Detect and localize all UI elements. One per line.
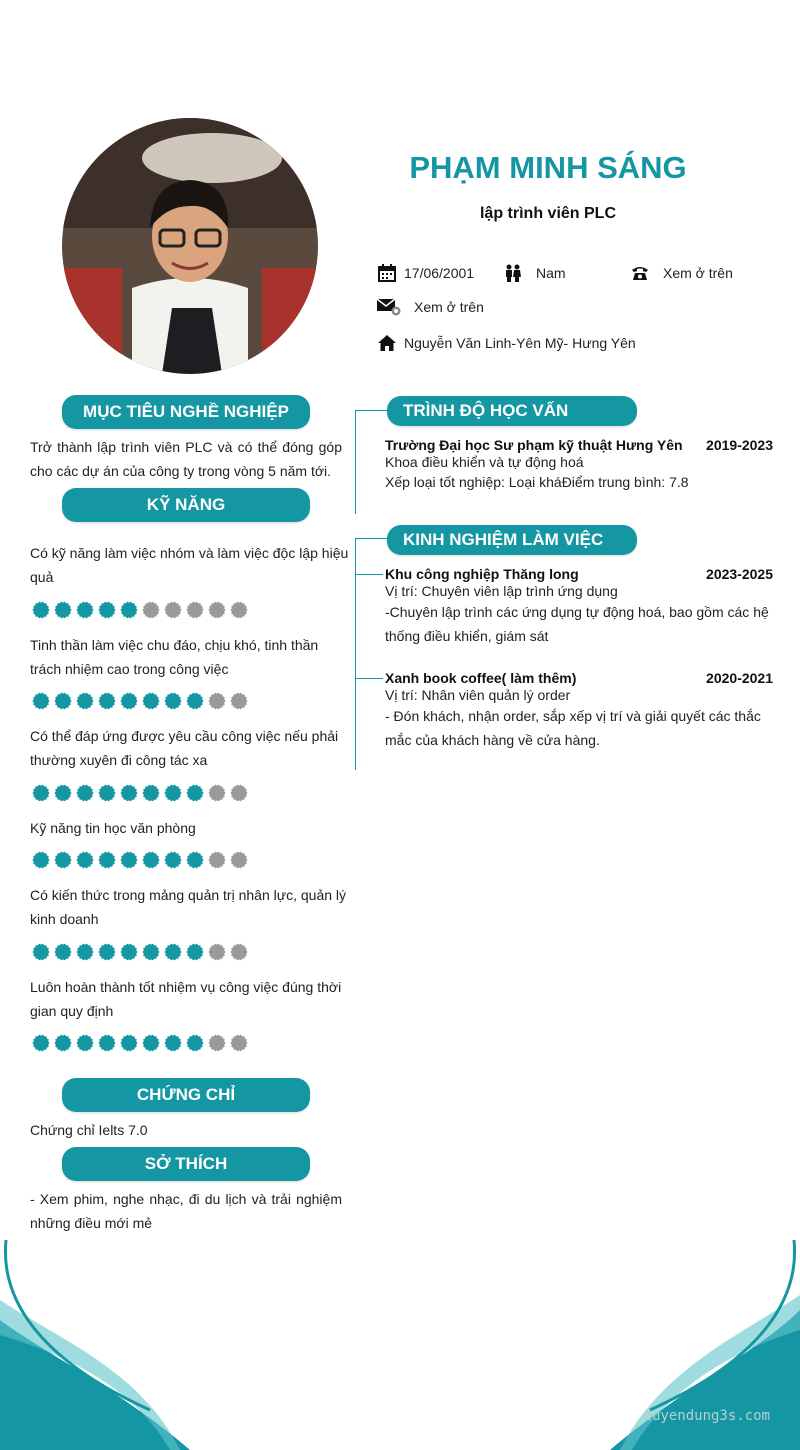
rating-dot-empty (230, 1034, 248, 1052)
rating-dot-filled (142, 943, 160, 961)
rating-dot-empty (208, 601, 226, 619)
rating-dot-filled (142, 784, 160, 802)
rating-dot-filled (32, 851, 50, 869)
rating-dot-filled (76, 692, 94, 710)
hobbies-heading: SỞ THÍCH (62, 1147, 310, 1181)
rating-dot-filled (164, 784, 182, 802)
rating-dot-filled (54, 784, 72, 802)
rating-dot-empty (230, 692, 248, 710)
education-connector (355, 410, 387, 411)
skill-text-6: Luôn hoàn thành tốt nhiệm vụ công việc đúng thời gian quy định (30, 979, 342, 1019)
objective-heading: MỤC TIÊU NGHỀ NGHIỆP (62, 395, 310, 429)
rating-dot-filled (54, 943, 72, 961)
rating-dot-filled (32, 1034, 50, 1052)
rating-dot-filled (54, 692, 72, 710)
skill-rating-2 (32, 692, 248, 710)
rating-dot-filled (120, 943, 138, 961)
rating-dot-empty (142, 601, 160, 619)
objective-text: Trở thành lập trình viên PLC và có thể đóng góp cho các dự án của công ty trong vòng 5 năm tới. (30, 439, 342, 479)
rating-dot-filled (32, 601, 50, 619)
rating-dot-filled (120, 692, 138, 710)
skill-rating-5 (32, 943, 248, 961)
rating-dot-filled (98, 851, 116, 869)
rating-dot-filled (54, 851, 72, 869)
skills-heading: KỸ NĂNG (62, 488, 310, 522)
rating-dot-filled (186, 692, 204, 710)
rating-dot-filled (142, 1034, 160, 1052)
email-text: Xem ở trên (414, 299, 484, 315)
rating-dot-filled (186, 784, 204, 802)
job-2-connector (355, 678, 383, 679)
job-1-period: 2023-2025 (706, 566, 773, 582)
job-1-row (385, 566, 773, 582)
rating-dot-empty (208, 943, 226, 961)
rating-dot-filled (32, 943, 50, 961)
rating-dot-filled (98, 601, 116, 619)
rating-dot-filled (164, 851, 182, 869)
rating-dot-empty (230, 601, 248, 619)
rating-dot-filled (98, 784, 116, 802)
job-2-company: Xanh book coffee( làm thêm) (385, 670, 577, 686)
rating-dot-filled (76, 943, 94, 961)
rating-dot-empty (230, 943, 248, 961)
candidate-name: PHẠM MINH SÁNG (409, 150, 687, 185)
rating-dot-empty (208, 851, 226, 869)
birthdate-text: 17/06/2001 (404, 265, 475, 281)
education-row (385, 437, 773, 453)
phone-icon (629, 263, 651, 283)
rating-dot-filled (54, 601, 72, 619)
school-name: Trường Đại học Sư phạm kỹ thuật Hưng Yên (385, 437, 683, 453)
skill-text-4: Kỹ năng tin học văn phòng (30, 820, 196, 836)
phone-info (629, 263, 733, 283)
email-icon (376, 297, 402, 317)
rating-dot-empty (208, 784, 226, 802)
avatar (62, 118, 318, 374)
phone-text: Xem ở trên (663, 265, 733, 281)
rating-dot-filled (76, 1034, 94, 1052)
email-info (376, 297, 484, 317)
rating-dot-filled (120, 601, 138, 619)
rating-dot-filled (120, 784, 138, 802)
job-1-company: Khu công nghiệp Thăng long (385, 566, 579, 582)
rating-dot-filled (76, 851, 94, 869)
rating-dot-filled (54, 1034, 72, 1052)
birthdate-info (376, 263, 474, 283)
job-1-description: -Chuyên lập trình các ứng dụng tự động hoá, bao gồm các hệ thống điều khiển, giám sát (385, 604, 769, 644)
experience-heading: KINH NGHIỆM LÀM VIỆC (387, 525, 637, 555)
certificate-text: Chứng chỉ Ielts 7.0 (30, 1122, 148, 1138)
rating-dot-filled (76, 784, 94, 802)
gender-icon (502, 263, 524, 283)
rating-dot-empty (230, 784, 248, 802)
address-text: Nguyễn Văn Linh-Yên Mỹ- Hưng Yên (404, 335, 636, 351)
rating-dot-filled (186, 851, 204, 869)
skill-text-3: Có thể đáp ứng được yêu cầu công việc nếu phải thường xuyên đi công tác xa (30, 728, 339, 768)
rating-dot-filled (164, 943, 182, 961)
rating-dot-filled (142, 851, 160, 869)
rating-dot-empty (186, 601, 204, 619)
rating-dot-filled (142, 692, 160, 710)
gender-text: Nam (536, 265, 566, 281)
experience-connector (355, 538, 387, 539)
skill-text-5: Có kiến thức trong mảng quản trị nhân lực, quản lý kinh doanh (30, 887, 347, 927)
rating-dot-empty (208, 692, 226, 710)
rating-dot-empty (164, 601, 182, 619)
home-icon (376, 333, 398, 353)
education-major: Khoa điều khiển và tự động hoá (385, 454, 584, 470)
skill-rating-6 (32, 1034, 248, 1052)
rating-dot-filled (98, 943, 116, 961)
rating-dot-empty (208, 1034, 226, 1052)
job-2-period: 2020-2021 (706, 670, 773, 686)
job-2-description: - Đón khách, nhận order, sắp xếp vị trí và giải quyết các thắc mắc của khách hàng về cửa hàng. (385, 708, 761, 748)
hobbies-text: - Xem phim, nghe nhạc, đi du lịch và trải nghiệm những điều mới mẻ (30, 1191, 342, 1231)
skill-rating-4 (32, 851, 248, 869)
rating-dot-filled (98, 692, 116, 710)
education-timeline-line (355, 410, 356, 514)
rating-dot-filled (164, 692, 182, 710)
address-info (376, 333, 636, 353)
certificates-heading: CHỨNG CHỈ (62, 1078, 310, 1112)
gender-info (502, 263, 566, 283)
skill-rating-1 (32, 601, 248, 619)
calendar-icon (376, 263, 398, 283)
rating-dot-filled (32, 692, 50, 710)
rating-dot-filled (186, 943, 204, 961)
rating-dot-filled (76, 601, 94, 619)
rating-dot-filled (186, 1034, 204, 1052)
rating-dot-filled (32, 784, 50, 802)
watermark: tuyendung3s.com (643, 1408, 770, 1424)
job-2-position: Vị trí: Nhân viên quản lý order (385, 687, 571, 703)
experience-timeline-line (355, 538, 356, 770)
rating-dot-empty (230, 851, 248, 869)
skill-text-2: Tinh thần làm việc chu đáo, chịu khó, tinh thần trách nhiệm cao trong công việc (30, 637, 319, 677)
job-title: lập trình viên PLC (479, 205, 616, 222)
job-1-position: Vị trí: Chuyên viên lập trình ứng dụng (385, 583, 618, 599)
rating-dot-filled (120, 851, 138, 869)
rating-dot-filled (98, 1034, 116, 1052)
job-1-connector (355, 574, 383, 575)
rating-dot-filled (120, 1034, 138, 1052)
skill-rating-3 (32, 784, 248, 802)
skill-text-1: Có kỹ năng làm việc nhóm và làm việc độc lập hiệu quả (30, 545, 349, 585)
education-heading: TRÌNH ĐỘ HỌC VẤN (387, 396, 637, 426)
rating-dot-filled (164, 1034, 182, 1052)
education-grade: Xếp loại tốt nghiệp: Loại kháĐiểm trung bình: 7.8 (385, 474, 689, 490)
job-2-row (385, 670, 773, 686)
education-period: 2019-2023 (706, 437, 773, 453)
